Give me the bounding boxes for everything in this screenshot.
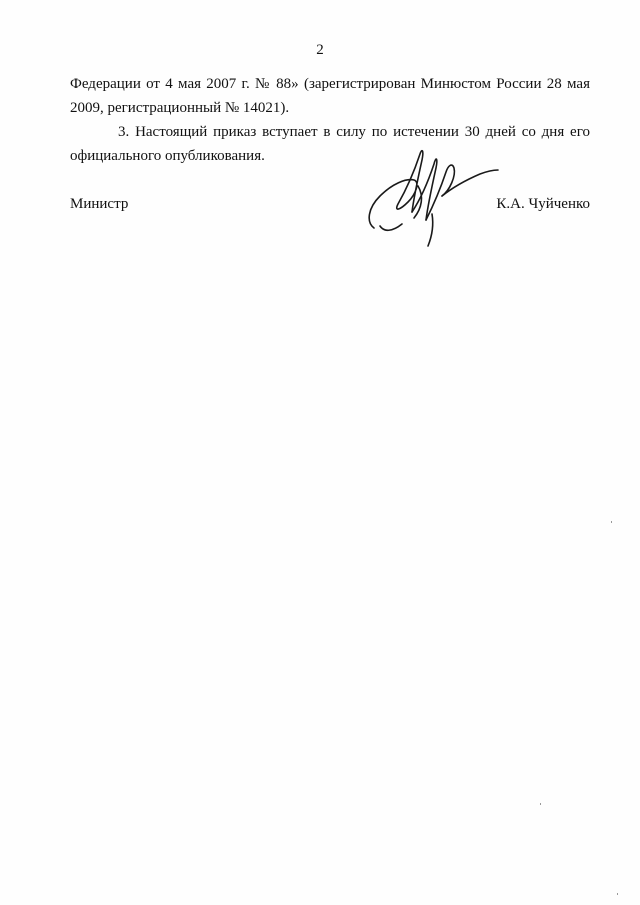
scan-speck [540,803,541,805]
signatory-title: Министр [70,196,129,212]
signatory-name: К.А. Чуйченко [496,196,590,212]
paragraph-effective-date: 3. Настоящий приказ вступает в силу по истечении 30 дней со дня его официального опубликования. [70,124,590,164]
scan-speck [617,893,618,895]
document-body [70,72,590,168]
paragraph-continuation: Федерации от 4 мая 2007 г. № 88» (зарегистрирован Минюстом России 28 мая 2009, регистрационный № 14021). [70,76,590,116]
handwritten-signature [362,138,502,253]
signature-block [70,196,590,256]
page-number: 2 [316,42,324,58]
scan-speck [611,521,612,523]
